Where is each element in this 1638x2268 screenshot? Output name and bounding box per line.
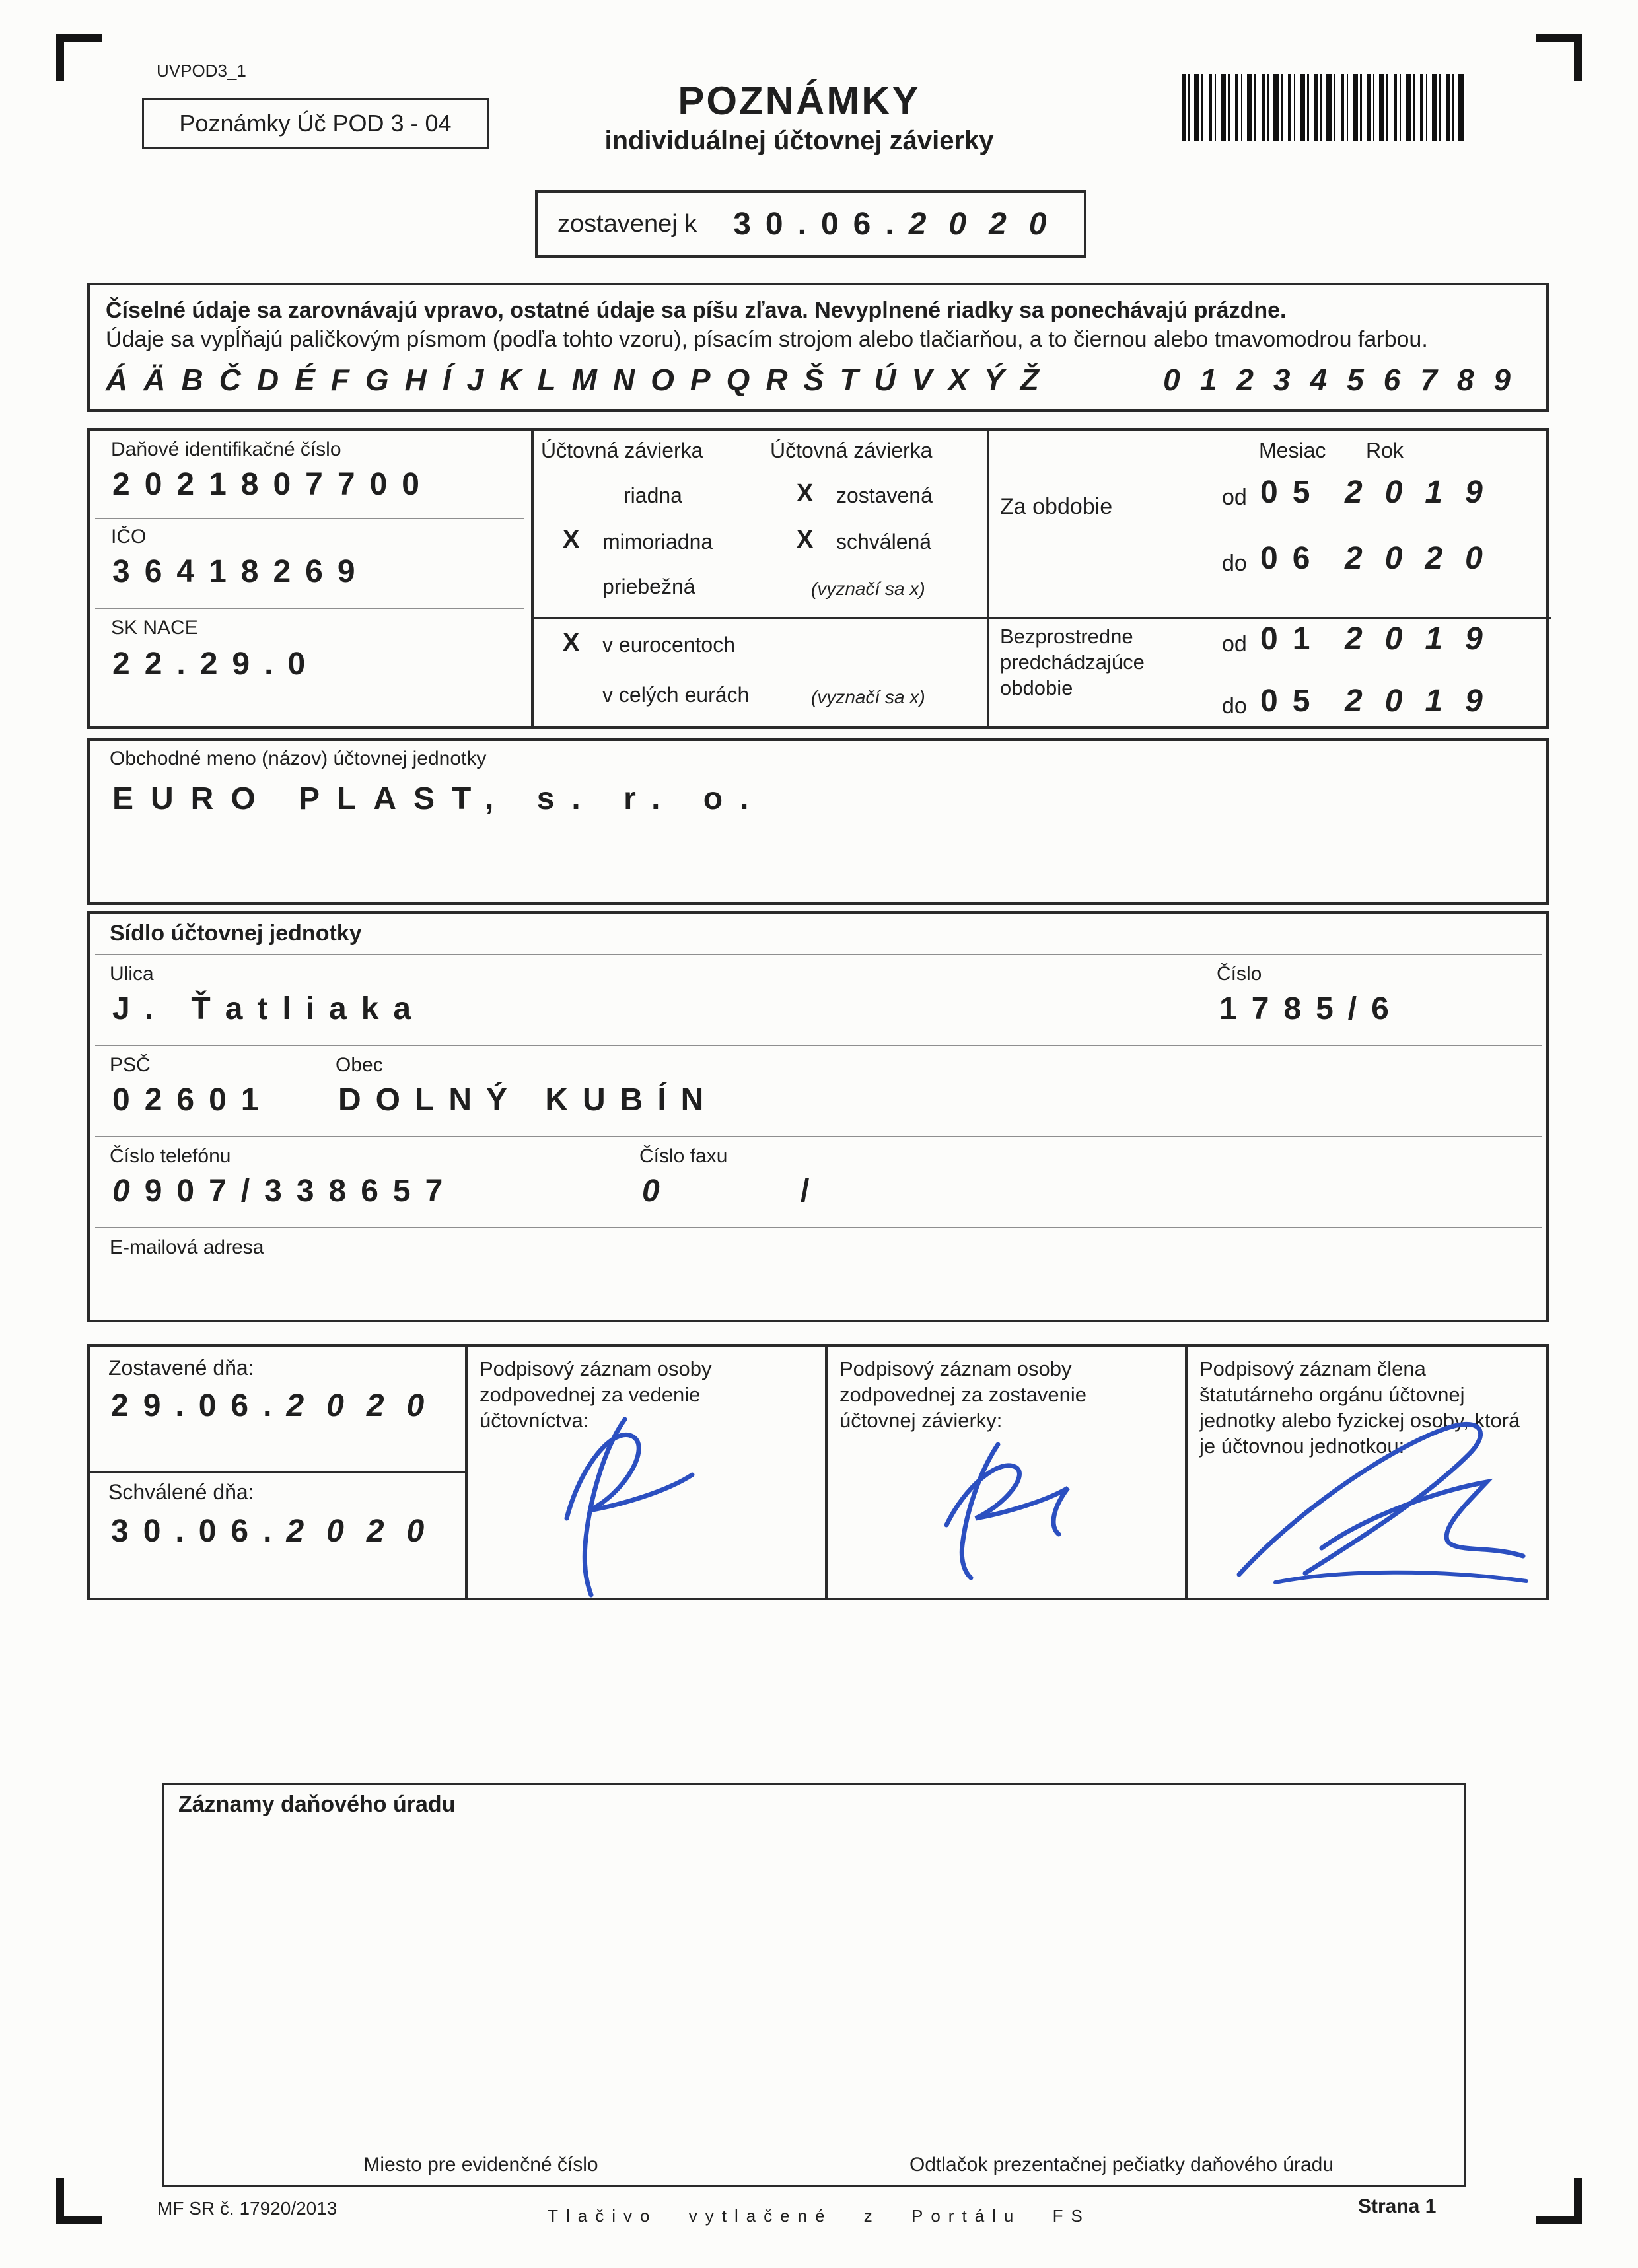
- field-separator: [95, 608, 524, 609]
- month-header: Mesiac: [1259, 439, 1326, 462]
- field-separator: [95, 1136, 1542, 1137]
- dic-value: 2021807700: [112, 467, 434, 502]
- field-separator: [95, 954, 1542, 955]
- street-value: J. Ťatliaka: [112, 991, 426, 1026]
- zavierka-header-2: Účtovná závierka: [770, 439, 933, 462]
- signature-stroke: [1275, 1573, 1526, 1582]
- footer-print-note: Tlačivo vytlačené z Portálu FS: [548, 2206, 1090, 2226]
- signature-stroke: [1239, 1424, 1481, 1575]
- sample-letters: ÁÄBČDÉFGHÍJKLMNOPQRŠTÚVXÝŽ: [106, 363, 1055, 397]
- prepared-date-label: zostavenej k: [557, 209, 697, 238]
- signature-2: [919, 1426, 1097, 1584]
- compiled-date-value: 29.06.2020: [111, 1388, 447, 1423]
- prev-do-month: 05: [1260, 684, 1325, 719]
- zavierka-header-1: Účtovná závierka: [541, 439, 703, 462]
- mark-note-2: (vyznačí sa x): [811, 687, 925, 707]
- checkmark-eurocent: X: [563, 629, 580, 656]
- field-separator: [95, 518, 524, 519]
- form-version-code: UVPOD3_1: [157, 61, 246, 81]
- company-name-label: Obchodné meno (názov) účtovnej jednotky: [110, 748, 487, 769]
- number-label: Číslo: [1217, 963, 1262, 985]
- instructions-line1: Číselné údaje sa zarovnávajú vpravo, ostatné údaje sa píšu zľava. Nevyplnené riadky sa ponechávajú prázdne.: [106, 298, 1287, 323]
- year-header: Rok: [1366, 439, 1404, 462]
- tax-office-title: Záznamy daňového úradu: [178, 1792, 456, 1817]
- compiled-date-label: Zostavené dňa:: [108, 1356, 254, 1380]
- option-priebezna: priebežná: [602, 575, 695, 598]
- crop-mark-bottom-right: [1536, 2178, 1582, 2224]
- phone-value: 0907/338657: [112, 1174, 458, 1209]
- prev-do-label: do: [1222, 693, 1247, 719]
- prev-od-year: 2019: [1345, 621, 1505, 656]
- tax-office-box: [162, 1783, 1466, 2187]
- signature-3-label: Podpisový záznam člena štatutárneho orgánu účtovnej jednotky alebo fyzickej osoby, ktorá je účtovnou jednotkou:: [1199, 1357, 1520, 1458]
- ico-label: IČO: [111, 526, 147, 548]
- approved-date-value: 30.06.2020: [111, 1514, 447, 1549]
- option-mimoriadna: mimoriadna: [602, 530, 713, 553]
- crop-mark-top-left: [56, 34, 102, 81]
- signature-1-label: Podpisový záznam osoby zodpovednej za vedenie účtovníctva:: [480, 1357, 712, 1432]
- form-subtitle: individuálnej účtovnej závierky: [604, 126, 994, 155]
- signature-1: [526, 1406, 724, 1598]
- email-label: E-mailová adresa: [110, 1236, 264, 1258]
- prev-od-month: 01: [1260, 621, 1325, 656]
- period-do-year: 2020: [1345, 541, 1505, 576]
- signature-2-label: Podpisový záznam osoby zodpovednej za zostavenie účtovnej závierky:: [839, 1357, 1086, 1432]
- crop-mark-bottom-left: [56, 2178, 102, 2224]
- footer-page-number: Strana 1: [1358, 2195, 1437, 2217]
- period-label: Za obdobie: [1000, 494, 1113, 519]
- form-title: POZNÁMKY: [678, 79, 921, 123]
- prepared-date-box: [535, 190, 1086, 258]
- grid-divider-1: [531, 431, 534, 726]
- evidence-number-label: Miesto pre evidenčné číslo: [363, 2154, 598, 2176]
- period-do-label: do: [1222, 551, 1247, 576]
- form-title-block: [548, 78, 1050, 156]
- option-eurocent: v eurocentoch: [602, 633, 736, 656]
- fax-value: 0: [642, 1174, 674, 1209]
- instructions-line2: Údaje sa vypĺňajú paličkovým písmom (podľa tohto vzoru), písacím strojom alebo tlačiarňou, a to čiernou alebo tmavomodrou farbou.: [106, 327, 1428, 352]
- prev-do-year: 2019: [1345, 684, 1505, 719]
- approved-date-label: Schválené dňa:: [108, 1480, 254, 1504]
- dic-label: Daňové identifikačné číslo: [111, 439, 341, 460]
- sample-script-row: [106, 362, 1530, 398]
- signature-3: [1213, 1416, 1549, 1598]
- zip-value: 02601: [112, 1082, 273, 1117]
- field-separator: [95, 1227, 1542, 1228]
- fax-label: Číslo faxu: [639, 1145, 728, 1167]
- registered-office-box: [87, 911, 1549, 1322]
- street-label: Ulica: [110, 963, 154, 985]
- sample-digits: 0123456789: [1163, 363, 1530, 397]
- checkmark-mimoriadna: X: [563, 526, 580, 553]
- barcode: [1182, 74, 1466, 141]
- signoff-divider-3: [1185, 1347, 1188, 1598]
- option-schvalena: schválená: [836, 530, 932, 553]
- grid-divider-2: [987, 431, 989, 726]
- zip-label: PSČ: [110, 1054, 151, 1076]
- checkmark-zostavena: X: [797, 479, 814, 507]
- option-zostavena: zostavená: [836, 483, 933, 507]
- section-divider: [987, 617, 1551, 619]
- phone-label: Číslo telefónu: [110, 1145, 231, 1167]
- period-od-label: od: [1222, 485, 1247, 510]
- ico-value: 36418269: [112, 554, 370, 589]
- signoff-divider-2: [825, 1347, 828, 1598]
- signature-stroke: [567, 1435, 692, 1518]
- form-code-box: Poznámky Úč POD 3 - 04: [142, 98, 489, 149]
- mark-note-1: (vyznačí sa x): [811, 579, 925, 599]
- instructions-box: [87, 283, 1549, 412]
- signoff-hdivider: [90, 1471, 465, 1473]
- company-name-box: [87, 738, 1549, 905]
- fax-slash: /: [801, 1174, 824, 1209]
- period-do-month: 06: [1260, 541, 1325, 576]
- prepared-date-value: 30.06.2020: [733, 206, 1069, 242]
- office-section-label: Sídlo účtovnej jednotky: [110, 921, 362, 946]
- previous-period-label: Bezprostredne predchádzajúce obdobie: [1000, 625, 1145, 699]
- option-riadna: riadna: [623, 483, 682, 507]
- option-cele-eura: v celých eurách: [602, 683, 750, 707]
- city-label: Obec: [336, 1054, 383, 1076]
- checkmark-schvalena: X: [797, 526, 814, 553]
- period-od-year: 2019: [1345, 475, 1505, 510]
- signoff-box: [87, 1344, 1549, 1600]
- sknace-label: SK NACE: [111, 617, 198, 639]
- field-separator: [95, 1045, 1542, 1046]
- stamp-label: Odtlačok prezentačnej pečiatky daňového úradu: [909, 2154, 1334, 2176]
- prev-od-label: od: [1222, 631, 1247, 656]
- period-od-month: 05: [1260, 475, 1325, 510]
- footer-form-number: MF SR č. 17920/2013: [157, 2198, 338, 2218]
- number-value: 1785/6: [1219, 991, 1404, 1026]
- signoff-divider-1: [465, 1347, 468, 1598]
- identification-grid: [87, 428, 1549, 729]
- crop-mark-top-right: [1536, 34, 1582, 81]
- sknace-value: 22.29.0: [112, 647, 320, 682]
- company-name-value: EURO PLAST, s. r. o.: [112, 781, 766, 816]
- section-divider: [531, 617, 987, 619]
- city-value: DOLNÝ KUBÍN: [338, 1082, 719, 1117]
